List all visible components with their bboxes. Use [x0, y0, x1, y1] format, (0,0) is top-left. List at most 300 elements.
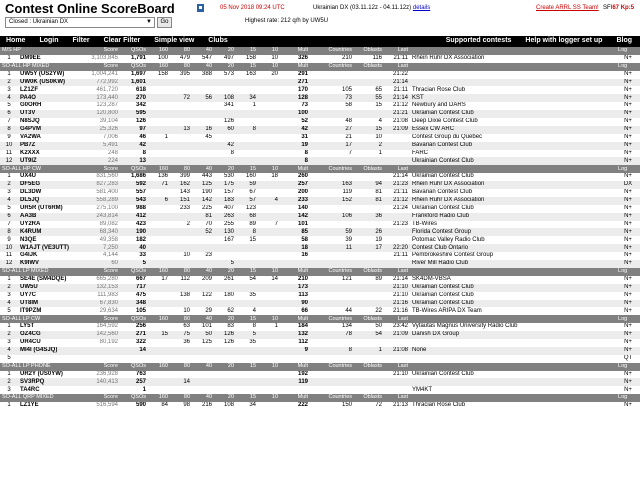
solar-flux-info [603, 5, 634, 11]
table-cell: 72 [375, 402, 383, 409]
table-row[interactable] [0, 173, 640, 181]
table-cell [236, 150, 258, 158]
column-header: 40 [192, 394, 214, 402]
log-link[interactable]: N+ [616, 331, 640, 339]
column-header: Last [384, 47, 410, 55]
table-cell: 56 [192, 94, 214, 102]
table-row[interactable] [0, 79, 640, 87]
table-cell [310, 386, 354, 394]
column-header: Countries [310, 63, 354, 71]
column-header: Oblasts [354, 363, 384, 371]
callsign-cell[interactable]: UW0K (US0KW) [18, 79, 76, 87]
table-cell: 17 [354, 244, 384, 252]
table-cell [148, 378, 170, 386]
table-cell: 143 [180, 189, 191, 196]
table-cell: 73 [310, 94, 354, 102]
log-link[interactable]: N+ [616, 300, 640, 308]
table-row[interactable] [0, 86, 640, 94]
table-cell: 581,400 [96, 189, 119, 196]
table-row[interactable] [0, 94, 640, 102]
callsign-cell[interactable]: K9IWV [18, 260, 76, 268]
table-row[interactable] [0, 402, 640, 410]
menu-clear-filter[interactable]: Clear Filter [103, 37, 141, 44]
table-cell [192, 300, 214, 308]
table-cell: 1 [164, 134, 169, 141]
log-link[interactable]: N+ [616, 284, 640, 292]
table-cell: 150 [342, 402, 353, 409]
callsign-cell[interactable]: LZ1ZF [20, 86, 38, 93]
table-cell [258, 118, 280, 126]
log-link[interactable]: DX [616, 181, 640, 189]
table-cell [384, 157, 410, 165]
callsign-cell[interactable]: K4RUM [18, 228, 76, 236]
table-row[interactable] [0, 260, 640, 268]
table-cell: 21:13 [393, 402, 409, 409]
table-cell [170, 386, 192, 394]
table-row[interactable] [0, 126, 640, 134]
section-header[interactable] [0, 363, 640, 371]
log-link[interactable]: N+ [624, 55, 632, 62]
table-cell [310, 71, 354, 79]
table-cell [310, 284, 354, 292]
contest-dates: (03.11.12z - 04.11.12z) [350, 5, 412, 11]
log-link[interactable]: N+ [624, 118, 632, 125]
table-cell: 479 [180, 55, 191, 62]
table-cell [258, 228, 280, 236]
log-link[interactable]: N+ [624, 236, 632, 243]
chevron-down-icon: ▼ [146, 19, 152, 25]
table-cell: 8 [310, 347, 354, 355]
log-link[interactable]: N+ [616, 79, 640, 87]
callsign-cell[interactable]: SV3RPQ [18, 378, 76, 386]
log-link[interactable]: N+ [624, 276, 632, 283]
log-link[interactable]: N+ [624, 339, 632, 346]
log-link[interactable]: N+ [624, 149, 632, 156]
table-cell: 407 [224, 205, 235, 212]
column-header [410, 47, 616, 55]
callsign-cell[interactable]: UR4CU [20, 339, 41, 346]
callsign-cell[interactable]: SE4E (SM4DQE) [20, 276, 67, 283]
callsign-cell[interactable]: UT3V [18, 110, 76, 118]
callsign-cell[interactable]: G4PVM [18, 126, 76, 134]
table-cell [258, 300, 280, 308]
table-cell: 209 [202, 276, 213, 283]
table-cell: 23 [205, 252, 213, 259]
table-row[interactable] [0, 252, 640, 260]
table-cell: 2 [354, 142, 384, 150]
table-row[interactable] [0, 323, 640, 331]
table-row[interactable] [0, 118, 640, 126]
club-cell: Essex CW ARC [410, 126, 616, 134]
table-cell [280, 355, 310, 363]
callsign-cell[interactable]: G0ORH [20, 102, 42, 109]
callsign-cell[interactable] [18, 355, 76, 363]
table-cell: 125 [202, 339, 213, 346]
table-cell [170, 157, 192, 165]
menu-filter[interactable]: Filter [72, 37, 90, 44]
table-cell: 36 [354, 213, 384, 221]
table-cell [258, 126, 280, 134]
log-link[interactable]: N+ [624, 220, 632, 227]
section-name: SO-ALL HP CW [0, 165, 76, 173]
callsign-cell[interactable]: W1AJT (VE3UTT) [18, 244, 76, 252]
table-cell [280, 260, 310, 268]
table-row[interactable] [0, 276, 640, 284]
table-cell: 81 [354, 197, 384, 205]
club-cell: Thracian Rose Club [412, 402, 466, 409]
column-header: 20 [214, 47, 236, 55]
table-cell: 12 [0, 260, 18, 268]
table-cell: 9 [280, 347, 310, 355]
log-link[interactable]: N+ [624, 205, 632, 212]
table-cell [170, 110, 192, 118]
table-cell: 2 [0, 79, 18, 87]
table-row[interactable] [0, 347, 640, 355]
column-header: 160 [148, 165, 170, 173]
callsign-cell[interactable]: DF5EG [18, 181, 76, 189]
table-cell: 248 [108, 149, 119, 156]
table-cell: 151 [170, 197, 192, 205]
callsign-cell[interactable]: OZ4CG [18, 331, 76, 339]
callsign-cell[interactable]: LY5T [20, 323, 35, 330]
table-cell: 341 [224, 102, 235, 109]
table-row[interactable] [0, 55, 640, 63]
callsign-cell[interactable]: PB7Z [18, 142, 76, 150]
table-row[interactable] [0, 244, 640, 252]
column-header: Mult [280, 165, 310, 173]
section-header[interactable] [0, 63, 640, 71]
table-cell [148, 252, 170, 260]
table-cell [310, 371, 354, 379]
section-header[interactable] [0, 315, 640, 323]
table-cell: 210 [298, 276, 309, 283]
table-cell: 108 [214, 94, 236, 102]
callsign-cell[interactable]: N8SJQ [20, 118, 40, 125]
log-link[interactable]: N+ [624, 86, 632, 93]
table-cell: 12 [0, 157, 18, 165]
table-cell: 21:14 [393, 173, 409, 180]
column-header: Oblasts [354, 63, 384, 71]
table-cell: 54 [249, 276, 257, 283]
table-row[interactable] [0, 355, 640, 363]
table-row[interactable] [0, 205, 640, 213]
menu-blog[interactable]: Blog [616, 37, 632, 44]
section-header[interactable] [0, 268, 640, 276]
table-cell: 2 [0, 378, 18, 386]
table-cell [148, 386, 170, 394]
table-cell: 22 [375, 307, 383, 314]
table-cell [258, 378, 280, 386]
log-link[interactable]: N+ [624, 291, 632, 298]
club-cell: Ukrainian Contest Club [412, 291, 474, 298]
log-link[interactable]: N+ [616, 197, 640, 205]
table-cell [310, 173, 354, 181]
log-link[interactable]: N+ [624, 307, 632, 314]
table-cell [354, 292, 384, 300]
table-row[interactable] [0, 142, 640, 150]
callsign-cell[interactable]: UX4U [20, 173, 37, 180]
table-cell [258, 260, 280, 268]
club-cell: Pembrokeshire Contest Group [412, 252, 494, 259]
club-cell [410, 79, 616, 87]
callsign-cell[interactable]: UW5U [18, 284, 76, 292]
table-cell [214, 244, 236, 252]
callsign-cell[interactable]: DM9EE [20, 55, 41, 62]
table-row[interactable] [0, 236, 640, 244]
log-link[interactable]: N+ [616, 378, 640, 386]
table-cell: 50 [375, 323, 383, 330]
column-header: Oblasts [354, 47, 384, 55]
table-cell [236, 386, 258, 394]
log-link[interactable]: N+ [624, 189, 632, 196]
table-cell: 160 [246, 173, 257, 180]
scoreboard-body [0, 47, 640, 410]
club-cell: Ukrainian Contest Club [410, 300, 616, 308]
table-cell [214, 300, 236, 308]
callsign-cell[interactable]: UT9IZ [18, 157, 76, 165]
table-row[interactable] [0, 378, 640, 386]
log-link[interactable]: N+ [624, 70, 632, 77]
column-header: 15 [236, 363, 258, 371]
table-cell: 261 [224, 276, 235, 283]
log-link[interactable]: N+ [616, 126, 640, 134]
table-cell [236, 142, 258, 150]
table-cell: 224 [76, 157, 120, 165]
section-header[interactable] [0, 394, 640, 402]
callsign-cell[interactable]: LZ1YE [20, 402, 39, 409]
callsign-cell[interactable]: N3QE [20, 236, 37, 243]
callsign-cell[interactable]: G4IJK [20, 252, 38, 259]
log-link[interactable]: N+ [616, 213, 640, 221]
table-cell: 21:11 [393, 252, 409, 259]
callsign-cell[interactable]: VA2WA [20, 134, 41, 141]
table-row[interactable] [0, 189, 640, 197]
callsign-cell[interactable]: UR2Y (US0YW) [20, 370, 63, 377]
menu-login[interactable]: Login [39, 37, 59, 44]
menu-simple-view[interactable]: Simple view [154, 37, 195, 44]
menu-home[interactable]: Home [6, 37, 26, 44]
create-team-link[interactable]: Create ARRL SS Team! [536, 5, 599, 11]
column-header: Log [616, 63, 640, 71]
table-cell [148, 307, 170, 315]
table-cell: 1 [7, 70, 11, 77]
callsign-cell[interactable]: AA3B [18, 213, 76, 221]
table-cell [148, 228, 170, 236]
table-cell: 2 [0, 284, 18, 292]
log-link[interactable]: N+ [616, 142, 640, 150]
table-row[interactable] [0, 71, 640, 79]
table-row[interactable] [0, 150, 640, 158]
page-title: Contest Online ScoreBoard [5, 1, 175, 16]
log-link[interactable]: N+ [616, 157, 640, 165]
table-row[interactable] [0, 339, 640, 347]
table-cell: 73 [301, 102, 309, 109]
table-row[interactable] [0, 110, 640, 118]
table-cell: 106 [310, 213, 354, 221]
table-cell: 123 [246, 205, 257, 212]
table-cell: 4 [0, 197, 18, 205]
menu-supported-contests[interactable]: Supported contests [445, 37, 512, 44]
column-header: Last [384, 394, 410, 402]
table-row[interactable] [0, 102, 640, 110]
table-cell: 443 [202, 173, 213, 180]
table-cell [354, 173, 384, 181]
table-row[interactable] [0, 300, 640, 308]
callsign-cell[interactable]: DL5JQ [18, 197, 76, 205]
callsign-cell[interactable]: TA4RC [20, 386, 40, 393]
table-cell [192, 142, 214, 150]
table-cell: 1 [252, 102, 257, 109]
callsign-cell[interactable]: PA4O [18, 94, 76, 102]
table-row[interactable] [0, 307, 640, 315]
table-cell: 78 [310, 331, 354, 339]
callsign-cell[interactable]: IT9PZM [20, 307, 42, 314]
section-name: M/S HP [0, 47, 76, 55]
table-cell [170, 86, 192, 94]
callsign-cell[interactable]: UY2RA [20, 220, 41, 227]
table-cell: 125 [192, 181, 214, 189]
table-row[interactable] [0, 386, 640, 394]
go-button[interactable]: Go [157, 17, 172, 28]
log-link[interactable]: N+ [616, 228, 640, 236]
column-header: 80 [170, 165, 192, 173]
table-cell: 255 [224, 220, 235, 227]
table-row[interactable] [0, 197, 640, 205]
column-header: Log [616, 47, 640, 55]
table-cell [258, 339, 280, 347]
table-cell: 8 [142, 149, 147, 156]
table-row[interactable] [0, 292, 640, 300]
table-row[interactable] [0, 213, 640, 221]
table-row[interactable] [0, 228, 640, 236]
section-header[interactable] [0, 47, 640, 55]
table-cell [354, 339, 384, 347]
table-cell: 140,413 [76, 378, 120, 386]
callsign-cell[interactable]: K2XXX [20, 149, 40, 156]
table-cell: 342 [136, 102, 147, 109]
table-cell [258, 386, 280, 394]
table-cell: 18 [271, 173, 279, 180]
log-link[interactable]: N+ [624, 386, 632, 393]
callsign-cell[interactable]: UY7C [20, 291, 37, 298]
table-cell: 70 [205, 220, 213, 227]
table-cell [148, 371, 170, 379]
log-link[interactable]: N+ [624, 173, 632, 180]
column-header [410, 63, 616, 71]
callsign-cell[interactable]: MI4I (G4SJQ) [18, 347, 76, 355]
table-cell [310, 79, 354, 87]
table-cell: 21:22 [393, 70, 409, 77]
table-cell: 89 [249, 220, 257, 227]
log-link[interactable]: N+ [624, 134, 632, 141]
table-row[interactable] [0, 221, 640, 229]
table-row[interactable] [0, 134, 640, 142]
club-cell [410, 378, 616, 386]
table-row[interactable] [0, 284, 640, 292]
log-link[interactable]: N+ [616, 94, 640, 102]
table-cell: 1 [7, 323, 11, 330]
table-cell: 142 [192, 197, 214, 205]
table-cell [214, 378, 236, 386]
club-cell: SK4DM-VBSA [412, 276, 451, 283]
log-link[interactable]: N+ [616, 110, 640, 118]
club-cell: Contest Group du Quebec [412, 134, 483, 141]
club-cell: KST [410, 94, 616, 102]
callsign-cell[interactable]: UT8IM [18, 300, 76, 308]
column-header: 40 [192, 268, 214, 276]
table-row[interactable] [0, 157, 640, 165]
table-cell: 8 [280, 157, 310, 165]
column-header: 15 [236, 165, 258, 173]
club-cell: Rhein Ruhr DX Association [410, 197, 616, 205]
log-link[interactable]: N+ [624, 323, 632, 330]
log-link[interactable]: QT [623, 354, 633, 361]
table-cell: 35 [249, 291, 257, 298]
log-link[interactable]: N+ [624, 102, 632, 109]
table-cell: 236,928 [96, 370, 119, 377]
table-cell [236, 371, 258, 379]
table-cell [192, 386, 214, 394]
column-header [410, 165, 616, 173]
table-cell: 113 [298, 291, 309, 298]
log-link[interactable]: N+ [624, 402, 632, 409]
table-cell: 1 [142, 386, 147, 393]
table-row[interactable] [0, 371, 640, 379]
column-header: Countries [310, 394, 354, 402]
table-cell: 21 [345, 134, 353, 141]
log-link[interactable]: N+ [624, 370, 632, 377]
table-row[interactable] [0, 181, 640, 189]
column-header: QSOs [120, 394, 148, 402]
table-cell: 592 [120, 181, 148, 189]
table-cell: 130 [214, 228, 236, 236]
table-cell [148, 347, 170, 355]
column-header: 10 [258, 165, 280, 173]
details-link[interactable]: details [412, 5, 431, 11]
table-cell [192, 347, 214, 355]
table-row[interactable] [0, 331, 640, 339]
table-cell: 39,104 [99, 118, 119, 125]
menu-clubs[interactable]: Clubs [208, 37, 228, 44]
column-header: Oblasts [354, 268, 384, 276]
table-cell [310, 355, 354, 363]
table-cell: 58 [301, 236, 309, 243]
log-link[interactable]: N+ [616, 347, 640, 355]
table-cell: 16 [192, 126, 214, 134]
log-link[interactable]: N+ [624, 252, 632, 259]
table-cell [170, 228, 192, 236]
callsign-cell[interactable]: DL3DW [20, 189, 42, 196]
table-cell: 21:10 [393, 291, 409, 298]
table-cell [76, 386, 120, 394]
table-cell: 142,560 [76, 331, 120, 339]
callsign-cell[interactable]: UW5Y (US2YW) [20, 70, 65, 77]
log-link[interactable]: N+ [616, 244, 640, 252]
column-header: Last [384, 363, 410, 371]
table-cell [192, 102, 214, 110]
section-header[interactable] [0, 165, 640, 173]
table-cell: 50 [192, 331, 214, 339]
contest-select[interactable] [5, 17, 155, 28]
callsign-cell[interactable]: UR5R (UT6RM) [20, 205, 63, 212]
table-cell [310, 157, 354, 165]
table-cell [258, 331, 280, 339]
table-cell: 10 [375, 134, 383, 141]
table-cell: 13 [170, 126, 192, 134]
log-link[interactable]: N+ [616, 260, 640, 268]
menu-help-logger[interactable]: Help with logger set up [525, 37, 603, 44]
table-cell: 44 [345, 307, 353, 314]
